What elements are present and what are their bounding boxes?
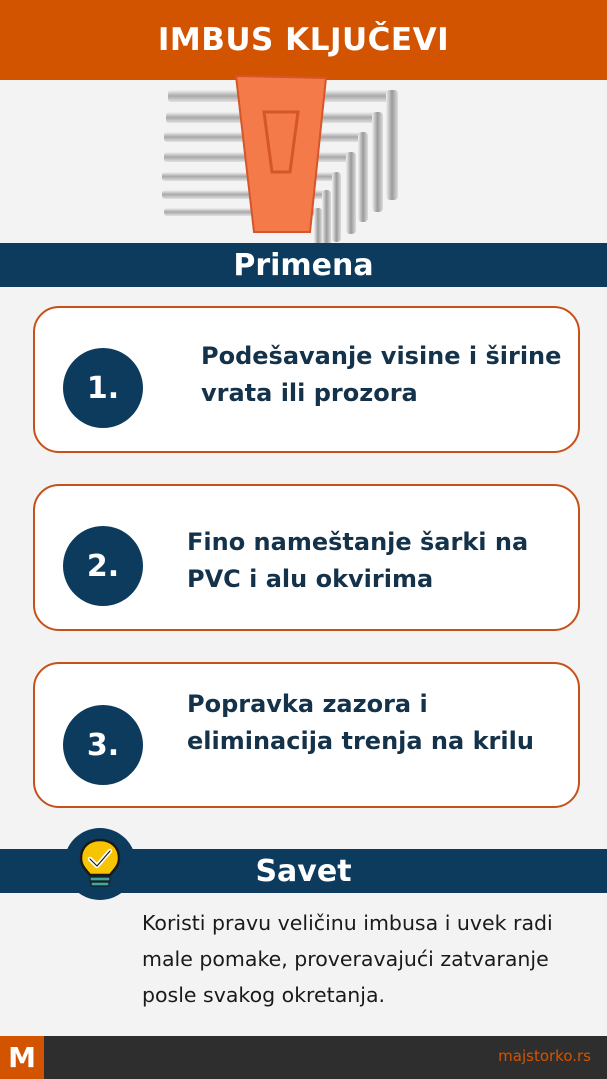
- list-item: [33, 484, 580, 631]
- step-number-badge: 2.: [63, 526, 143, 606]
- section-title-savet: Savet: [255, 853, 352, 889]
- step-text: Podešavanje visine i širine vrata ili prozora: [201, 342, 562, 407]
- section-banner-primena: [0, 243, 607, 287]
- step-number-badge: 3.: [63, 705, 143, 785]
- step-number-badge: 1.: [63, 348, 143, 428]
- hex-key-set-image: [150, 72, 420, 257]
- page-title: IMBUS KLJUČEVI: [157, 22, 450, 58]
- lightbulb-check-icon: [78, 838, 122, 890]
- tip-text: Koristi pravu veličinu imbusa i uvek radi male pomake, proveravajući zatvaranje posle svakog okretanja.: [142, 911, 553, 1007]
- footer-bar: [0, 1036, 607, 1079]
- header-bar: [0, 0, 607, 80]
- list-item: [33, 662, 580, 808]
- step-text: Popravka zazora i eliminacija trenja na krilu: [187, 690, 534, 755]
- site-link[interactable]: majstorko.rs: [498, 1047, 591, 1065]
- brand-logo: M: [0, 1036, 44, 1079]
- tip-badge: [64, 828, 136, 900]
- section-title-primena: Primena: [233, 247, 374, 283]
- list-item: [33, 306, 580, 453]
- step-text: Fino nameštanje šarki na PVC i alu okvirima: [187, 528, 529, 593]
